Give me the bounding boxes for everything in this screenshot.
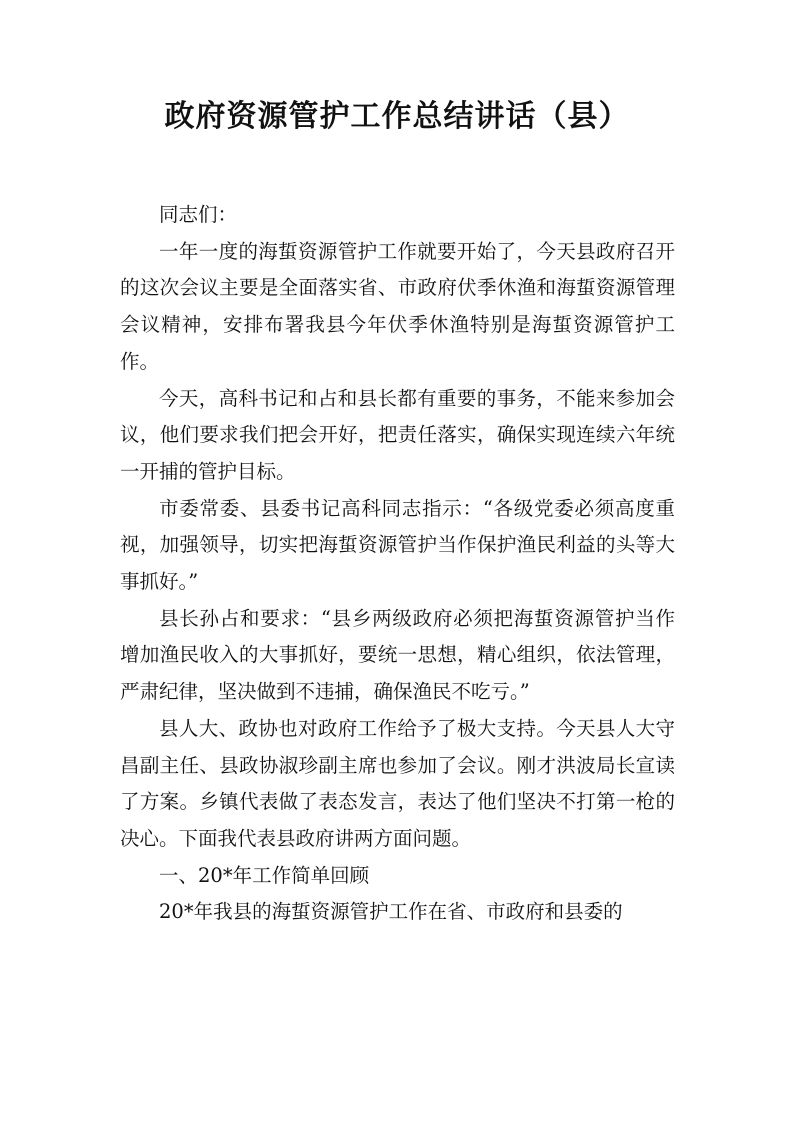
paragraph: 20*年我县的海蜇资源管护工作在省、市政府和县委的 xyxy=(159,900,623,924)
document-title: 政府资源管护工作总结讲话（县） xyxy=(164,99,630,134)
paragraph: 一年一度的海蜇资源管护工作就要开始了，今天县政府召开的这次会议主要是全面落实省、市政府伏季休渔和海蜇资源管理会议精神，安排布署我县今年伏季休渔特别是海蜇资源管护工作。 xyxy=(120,239,675,373)
paragraph: 今天，高科书记和占和县长都有重要的事务，不能来参加会议，他们要求我们把会开好，把责任落实，确保实现连续六年统一开捕的管护目标。 xyxy=(120,386,675,483)
paragraph: 县长孙占和要求：“县乡两级政府必须把海蜇资源管护当作增加渔民收入的大事抓好，要统一思想，精心组织，依法管理，严肃纪律，坚决做到不违捕，确保渔民不吃亏。” xyxy=(120,606,675,704)
paragraph: 市委常委、县委书记高科同志指示：“各级党委必须高度重视，加强领导，切实把海蜇资源管护当作保护渔民利益的头等大事抓好。” xyxy=(120,496,675,594)
document-body xyxy=(120,197,675,931)
paragraph: 县人大、政协也对政府工作给予了极大支持。今天县人大守昌副主任、县政协淑珍副主席也参加了会议。刚才洪波局长宣读了方案。乡镇代表做了表态发言，表达了他们坚决不打第一枪的决心。下面我代表县政府讲两方面问题。 xyxy=(120,716,675,850)
salutation: 同志们： xyxy=(159,203,238,226)
section-heading: 一、20*年工作简单回顾 xyxy=(159,863,370,887)
